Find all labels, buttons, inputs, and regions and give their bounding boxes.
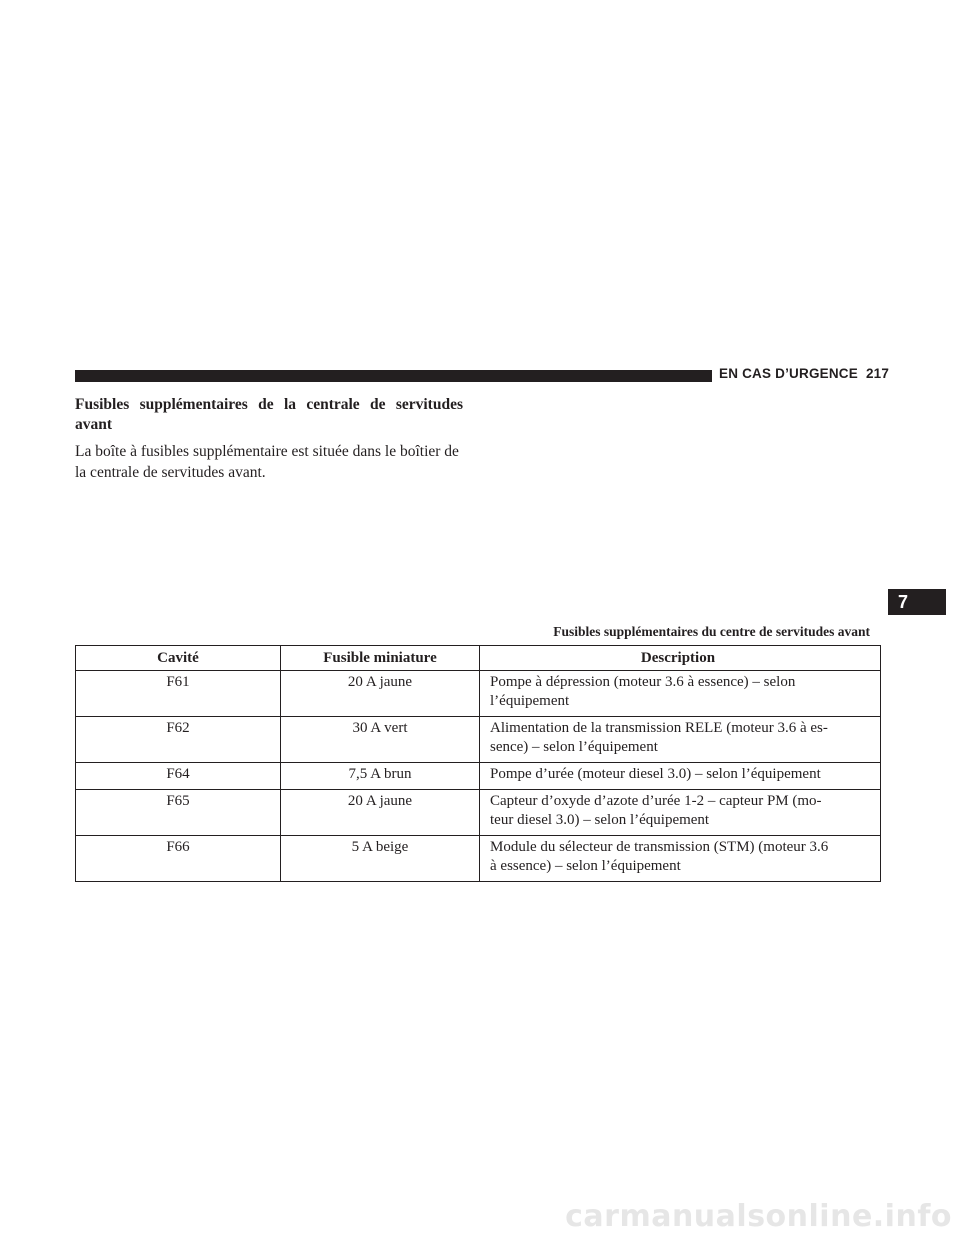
cell-description <box>480 671 881 717</box>
cell-fuse: 20 A jaune <box>281 671 480 717</box>
cell-fuse: 7,5 A brun <box>281 763 480 790</box>
description-continuation: l’équipement <box>490 693 570 709</box>
watermark: carmanualsonline.info <box>565 1199 952 1234</box>
section-body: La boîte à fusibles supplémentaire est située dans le boîtier de la centrale de servitudes avant. <box>75 443 459 481</box>
header-cavity: Cavité <box>76 646 281 671</box>
fuse-table <box>75 645 881 882</box>
description-line: Capteur d’oxyde d’azote d’urée 1-2 – capteur PM (mo- <box>490 793 822 809</box>
header-rule <box>75 370 712 382</box>
description-line: Module du sélecteur de transmission (STM) (moteur 3.6 <box>490 839 829 855</box>
cell-description <box>480 790 881 836</box>
section-title: Fusibles supplémentaires de la centrale de servitudes avant <box>75 396 463 433</box>
description-continuation: teur diesel 3.0) – selon l’équipement <box>490 812 710 828</box>
cell-cavity: F64 <box>76 763 281 790</box>
table-caption: Fusibles supplémentaires du centre de servitudes avant <box>553 624 870 639</box>
header-fuse: Fusible miniature <box>281 646 480 671</box>
cell-fuse: 30 A vert <box>281 717 480 763</box>
description-line: Alimentation de la transmission RELE (moteur 3.6 à es- <box>490 720 828 736</box>
table-row <box>76 763 881 790</box>
table-row <box>76 671 881 717</box>
description-continuation: à essence) – selon l’équipement <box>490 858 681 874</box>
running-header <box>719 366 889 381</box>
cell-fuse: 20 A jaune <box>281 790 480 836</box>
cell-cavity: F66 <box>76 836 281 882</box>
description-continuation: sence) – selon l’équipement <box>490 739 658 755</box>
cell-cavity: F62 <box>76 717 281 763</box>
cell-description <box>480 836 881 882</box>
cell-description <box>480 717 881 763</box>
cell-cavity: F61 <box>76 671 281 717</box>
header-description: Description <box>480 646 881 671</box>
cell-cavity: F65 <box>76 790 281 836</box>
cell-fuse: 5 A beige <box>281 836 480 882</box>
description-line: Pompe à dépression (moteur 3.6 à essence) – selon <box>490 674 796 690</box>
table-row <box>76 836 881 882</box>
table-header-row <box>76 646 881 671</box>
description-line: Pompe d’urée (moteur diesel 3.0) – selon l’équipement <box>490 766 821 782</box>
table-row <box>76 790 881 836</box>
table-row <box>76 717 881 763</box>
page-number: 217 <box>865 366 890 381</box>
chapter-label: EN CAS D’URGENCE <box>719 366 858 381</box>
chapter-tab: 7 <box>888 589 946 615</box>
cell-description <box>480 763 881 790</box>
